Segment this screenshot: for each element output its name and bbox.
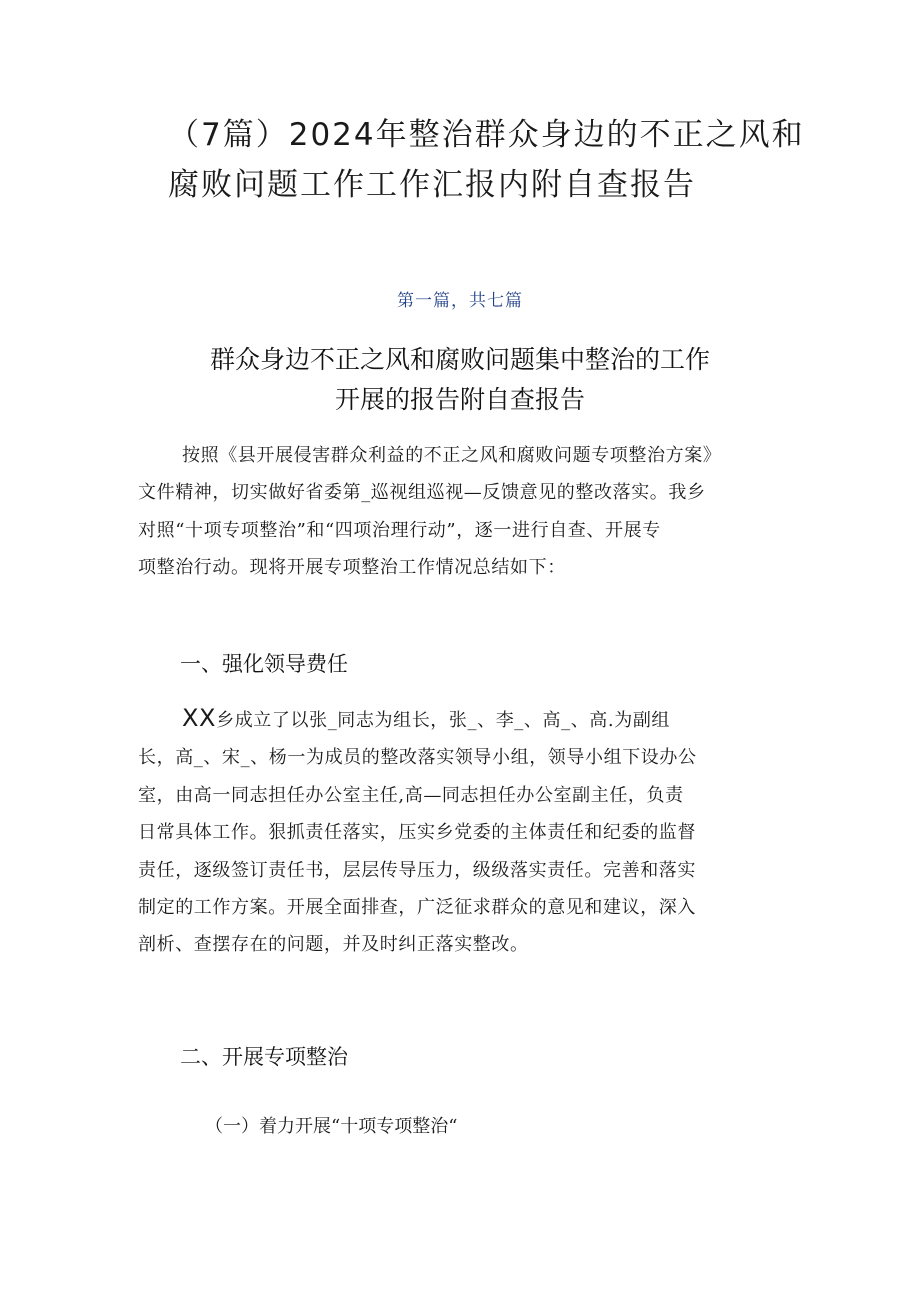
paragraph-line: 长，高_、宋_、杨一为成员的整改落实领导小组，领导小组下设办公 bbox=[138, 747, 697, 769]
section1-paragraph bbox=[138, 700, 798, 964]
paragraph-line: 制定的工作方案。开展全面排查，广泛征求群众的意见和建议，深入 bbox=[138, 897, 696, 919]
paragraph-line: 对照“十项专项整治”和“四项治理行动”，逐一进行自查、开展专 bbox=[138, 519, 661, 541]
report-subtitle-line: 群众身边不正之风和腐败问题集中整治的工作 bbox=[209, 345, 710, 374]
document-title-line: 腐败问题工作工作汇报内附自查报告 bbox=[168, 167, 696, 203]
part-label: 第一篇，共七篇 bbox=[397, 291, 523, 311]
township-placeholder: XX bbox=[182, 704, 217, 732]
report-subtitle-line: 开展的报告附自查报告 bbox=[334, 385, 585, 414]
section-heading-1: 一、强化领导费任 bbox=[180, 652, 348, 676]
intro-paragraph bbox=[138, 437, 798, 587]
paragraph-line: 按照《县开展侵害群众利益的不正之风和腐败问题专项整治方案》 bbox=[182, 445, 722, 466]
paragraph-line: 剖析、查摆存在的问题，并及时纠正落实整改。 bbox=[138, 934, 529, 956]
paragraph-line: 责任，逐级签订责任书，层层传导压力，级级落实责任。完善和落实 bbox=[138, 859, 696, 881]
section-heading-2: 二、开展专项整治 bbox=[180, 1045, 348, 1069]
paragraph-line: 项整治行动。现将开展专项整治工作情况总结如下： bbox=[138, 557, 566, 579]
document-title bbox=[168, 110, 808, 210]
report-subtitle bbox=[0, 340, 920, 420]
paragraph-line-text: 乡成立了以张_同志为组长，张_、李_、高_、高.为副组 bbox=[216, 710, 671, 731]
subsection-heading: （一）着力开展“十项专项整治“ bbox=[205, 1116, 458, 1137]
paragraph-line: 文件精神，切实做好省委第_巡视组巡视—反馈意见的整改落实。我乡 bbox=[138, 482, 706, 504]
paragraph-line bbox=[138, 700, 798, 739]
paragraph-line: 室，由高一同志担任办公室主任,高—同志担任办公室副主任，负责 bbox=[138, 784, 684, 806]
paragraph-line: 日常具体工作。狠抓责任落实，压实乡党委的主体责任和纪委的监督 bbox=[138, 822, 696, 844]
document-title-line: （7篇）2024年整治群众身边的不正之风和 bbox=[168, 117, 805, 153]
